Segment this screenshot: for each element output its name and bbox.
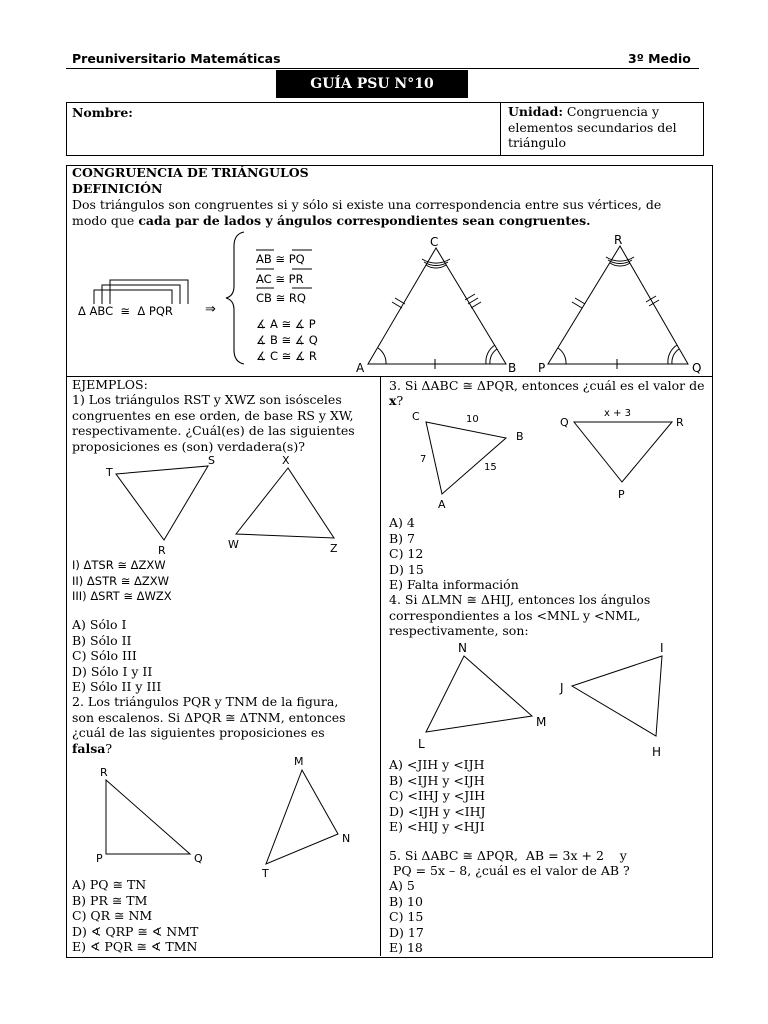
q3-option-c[interactable]: C) 12 — [389, 546, 424, 561]
q2-line-3: ¿cuál de las siguientes proposiciones es — [72, 725, 325, 740]
q4-option-b[interactable]: B) <IJH y <IJH — [389, 772, 485, 788]
segment-overlines — [254, 248, 324, 308]
q1-label-z: Z — [330, 542, 338, 555]
triangle-pqr — [538, 233, 701, 375]
q2-option-b[interactable]: B) PR ≅ TM — [72, 892, 148, 908]
curly-brace — [224, 230, 248, 366]
q1-line-1: 1) Los triángulos RST y XWZ son isósceles — [72, 392, 342, 407]
q5-line-1: 5. Si ΔABC ≅ ΔPQR, AB = 3x + 2 y — [389, 848, 627, 863]
q2-line-2: son escalenos. Si ΔPQR ≅ ΔTNM, entonces — [72, 709, 346, 725]
q1-label-x: X — [282, 454, 290, 467]
q1-figure — [100, 452, 360, 562]
q2-option-a[interactable]: A) PQ ≅ TN — [72, 877, 147, 892]
q1-option-b[interactable]: B) Sólo II — [72, 632, 132, 648]
q3-side-ca: 7 — [420, 454, 427, 465]
triangle-abc-q3 — [412, 410, 524, 511]
triangle-rst — [105, 454, 215, 557]
angles-list — [256, 316, 318, 364]
definition-title: CONGRUENCIA DE TRIÁNGULOS — [72, 165, 309, 180]
angle-relation-3: ∡ C ≅ ∡ R — [256, 349, 317, 363]
triangle-lmn — [418, 641, 546, 751]
q3-option-a[interactable]: A) 4 — [389, 515, 415, 530]
q1-prop-1: I) ΔTSR ≅ ΔZXW — [72, 558, 166, 572]
definition-text-2a: modo que — [72, 213, 139, 228]
q3-side-ab: 15 — [484, 462, 497, 473]
q2-label-r: R — [100, 766, 108, 779]
q2-line-end: ? — [105, 740, 113, 756]
q4-figure — [412, 638, 702, 762]
angle-relation-2: ∡ B ≅ ∡ Q — [256, 333, 318, 347]
q4-label-n: N — [458, 641, 467, 655]
q4-label-l: L — [418, 737, 425, 751]
q4-option-a[interactable]: A) <JIH y <IJH — [389, 757, 485, 772]
q1-option-c[interactable]: C) Sólo III — [72, 648, 137, 663]
unit-label: Unidad: — [508, 104, 563, 119]
examples-label: EJEMPLOS: — [72, 377, 148, 392]
q4-option-c[interactable]: C) <IHJ y <JIH — [389, 788, 486, 803]
header-left: Preuniversitario Matemáticas — [72, 51, 281, 66]
q5-option-b[interactable]: B) 10 — [389, 893, 423, 909]
q3-line-2-end: ? — [396, 393, 404, 408]
q4-label-m: M — [536, 715, 547, 729]
q4-label-i: I — [660, 641, 664, 655]
header-right: 3º Medio — [628, 51, 691, 66]
q1-text — [72, 392, 355, 454]
triangle-hij — [559, 641, 664, 759]
q1-prop-2: II) ΔSTR ≅ ΔZXW — [72, 573, 170, 588]
unit-value: Congruencia y elementos secundarios del triángulo — [508, 104, 677, 150]
q3-option-b[interactable]: B) 7 — [389, 530, 415, 546]
q2-text — [72, 694, 346, 756]
q1-line-3: respectivamente. ¿Cuál(es) de las siguientes — [72, 423, 355, 438]
q1-option-d[interactable]: D) Sólo I y II — [72, 663, 153, 679]
q3-figure — [404, 404, 704, 512]
q3-options — [389, 515, 519, 593]
q1-propositions — [72, 558, 172, 605]
q1-label-w: W — [228, 538, 239, 551]
implies-arrow: ⇒ — [205, 302, 216, 317]
congruence-relation: Δ ABC ≅ Δ PQR — [78, 304, 173, 318]
header-rule — [66, 68, 699, 69]
q1-option-e[interactable]: E) Sólo II y III — [72, 679, 162, 694]
q4-label-h: H — [652, 745, 662, 759]
correspondence-brackets — [86, 276, 206, 306]
tri-label-b: B — [508, 361, 517, 375]
q4-text — [389, 592, 650, 639]
q1-prop-3: III) ΔSRT ≅ ΔWZX — [72, 589, 172, 603]
q1-label-s: S — [208, 454, 215, 467]
triangle-abc — [356, 235, 516, 375]
definition-text-2b: cada par de lados y ángulos correspondientes sean congruentes. — [138, 213, 591, 228]
q5-options — [389, 878, 424, 956]
angle-relation-1: ∡ A ≅ ∡ P — [256, 317, 316, 331]
tri-label-q: Q — [692, 361, 702, 375]
info-divider — [500, 102, 501, 156]
q2-label-q: Q — [194, 852, 203, 865]
q5-option-d[interactable]: D) 17 — [389, 924, 424, 940]
q2-option-c[interactable]: C) QR ≅ NM — [72, 908, 153, 923]
q1-line-2: congruentes en ese orden, de base RS y XW, — [72, 407, 354, 423]
definition-text-1: Dos triángulos son congruentes si y sólo si existe una correspondencia entre sus vértices, de — [72, 197, 662, 212]
q3-label-q: Q — [560, 416, 569, 429]
q2-figure — [92, 756, 362, 880]
name-label: Nombre: — [72, 105, 133, 120]
tri-label-p: P — [538, 361, 546, 375]
q5-option-c[interactable]: C) 15 — [389, 909, 424, 924]
side-relation-2: AC ≅ PR — [256, 271, 304, 286]
q4-options — [389, 757, 486, 835]
q1-label-t: T — [106, 466, 113, 479]
q2-bold-word: falsa — [72, 740, 106, 756]
q1-line-4: proposiciones es (son) verdadera(s)? — [72, 438, 305, 454]
q2-label-n: N — [342, 832, 351, 845]
triangle-pqr-q3 — [560, 408, 684, 501]
q5-line-2: PQ = 5x – 8, ¿cuál es el valor de AB ? — [389, 863, 630, 878]
definition-triangles — [340, 232, 710, 378]
q3-label-p: P — [618, 488, 625, 501]
column-divider — [380, 376, 381, 956]
q4-line-2: correspondientes a los <MNL y <NML, — [389, 607, 641, 623]
q2-options — [72, 877, 198, 955]
q4-line-3: respectivamente, son: — [389, 623, 529, 638]
q3-label-a: A — [438, 498, 446, 511]
triangle-pqr-q2 — [96, 766, 203, 865]
q2-option-d[interactable]: D) ∢ QRP ≅ ∢ NMT — [72, 923, 199, 939]
q2-label-m: M — [294, 756, 304, 768]
q1-options — [72, 617, 161, 695]
triangle-tnm — [261, 756, 350, 880]
q1-option-a[interactable]: A) Sólo I — [72, 617, 127, 632]
q3-side-cb: 10 — [466, 414, 479, 425]
q3-side-qr: x + 3 — [604, 408, 632, 419]
q3-label-b: B — [516, 430, 524, 443]
q5-option-e[interactable]: E) 18 — [389, 940, 423, 955]
q2-line-4 — [72, 741, 346, 757]
guide-title: GUÍA PSU N°10 — [276, 70, 468, 98]
q4-option-e[interactable]: E) <HIJ y <HJI — [389, 819, 485, 834]
definition-text-2 — [72, 213, 591, 229]
q4-option-d[interactable]: D) <IJH y <IHJ — [389, 803, 486, 819]
triangle-xwz — [228, 454, 338, 555]
q1-label-r: R — [158, 544, 166, 557]
q5-option-a[interactable]: A) 5 — [389, 878, 415, 893]
q4-line-1: 4. Si ΔLMN ≅ ΔHIJ, entonces los ángulos — [389, 592, 651, 607]
q3-label-c: C — [412, 410, 420, 423]
q2-label-t: T — [262, 867, 269, 880]
unit-block — [508, 104, 698, 151]
side-relation-1: AB ≅ PQ — [256, 252, 305, 266]
tri-label-a: A — [356, 361, 365, 375]
q3-option-d[interactable]: D) 15 — [389, 561, 424, 577]
tri-label-c: C — [430, 235, 439, 249]
tri-label-r: R — [614, 233, 623, 247]
q2-line-1: 2. Los triángulos PQR y TNM de la figura, — [72, 694, 339, 709]
q3-line-1: 3. Si ΔABC ≅ ΔPQR, entonces ¿cuál es el valor de — [389, 378, 705, 393]
q3-line-2 — [389, 393, 403, 409]
q3-variable: x — [389, 393, 397, 408]
q3-label-r: R — [676, 416, 684, 429]
q2-option-e[interactable]: E) ∢ PQR ≅ ∢ TMN — [72, 939, 198, 954]
side-relation-3: CB ≅ RQ — [256, 291, 306, 305]
q2-label-p: P — [96, 852, 103, 865]
q4-label-j: J — [560, 681, 564, 695]
definition-subtitle: DEFINICIÓN — [72, 181, 163, 196]
q3-option-e[interactable]: E) Falta información — [389, 577, 519, 592]
